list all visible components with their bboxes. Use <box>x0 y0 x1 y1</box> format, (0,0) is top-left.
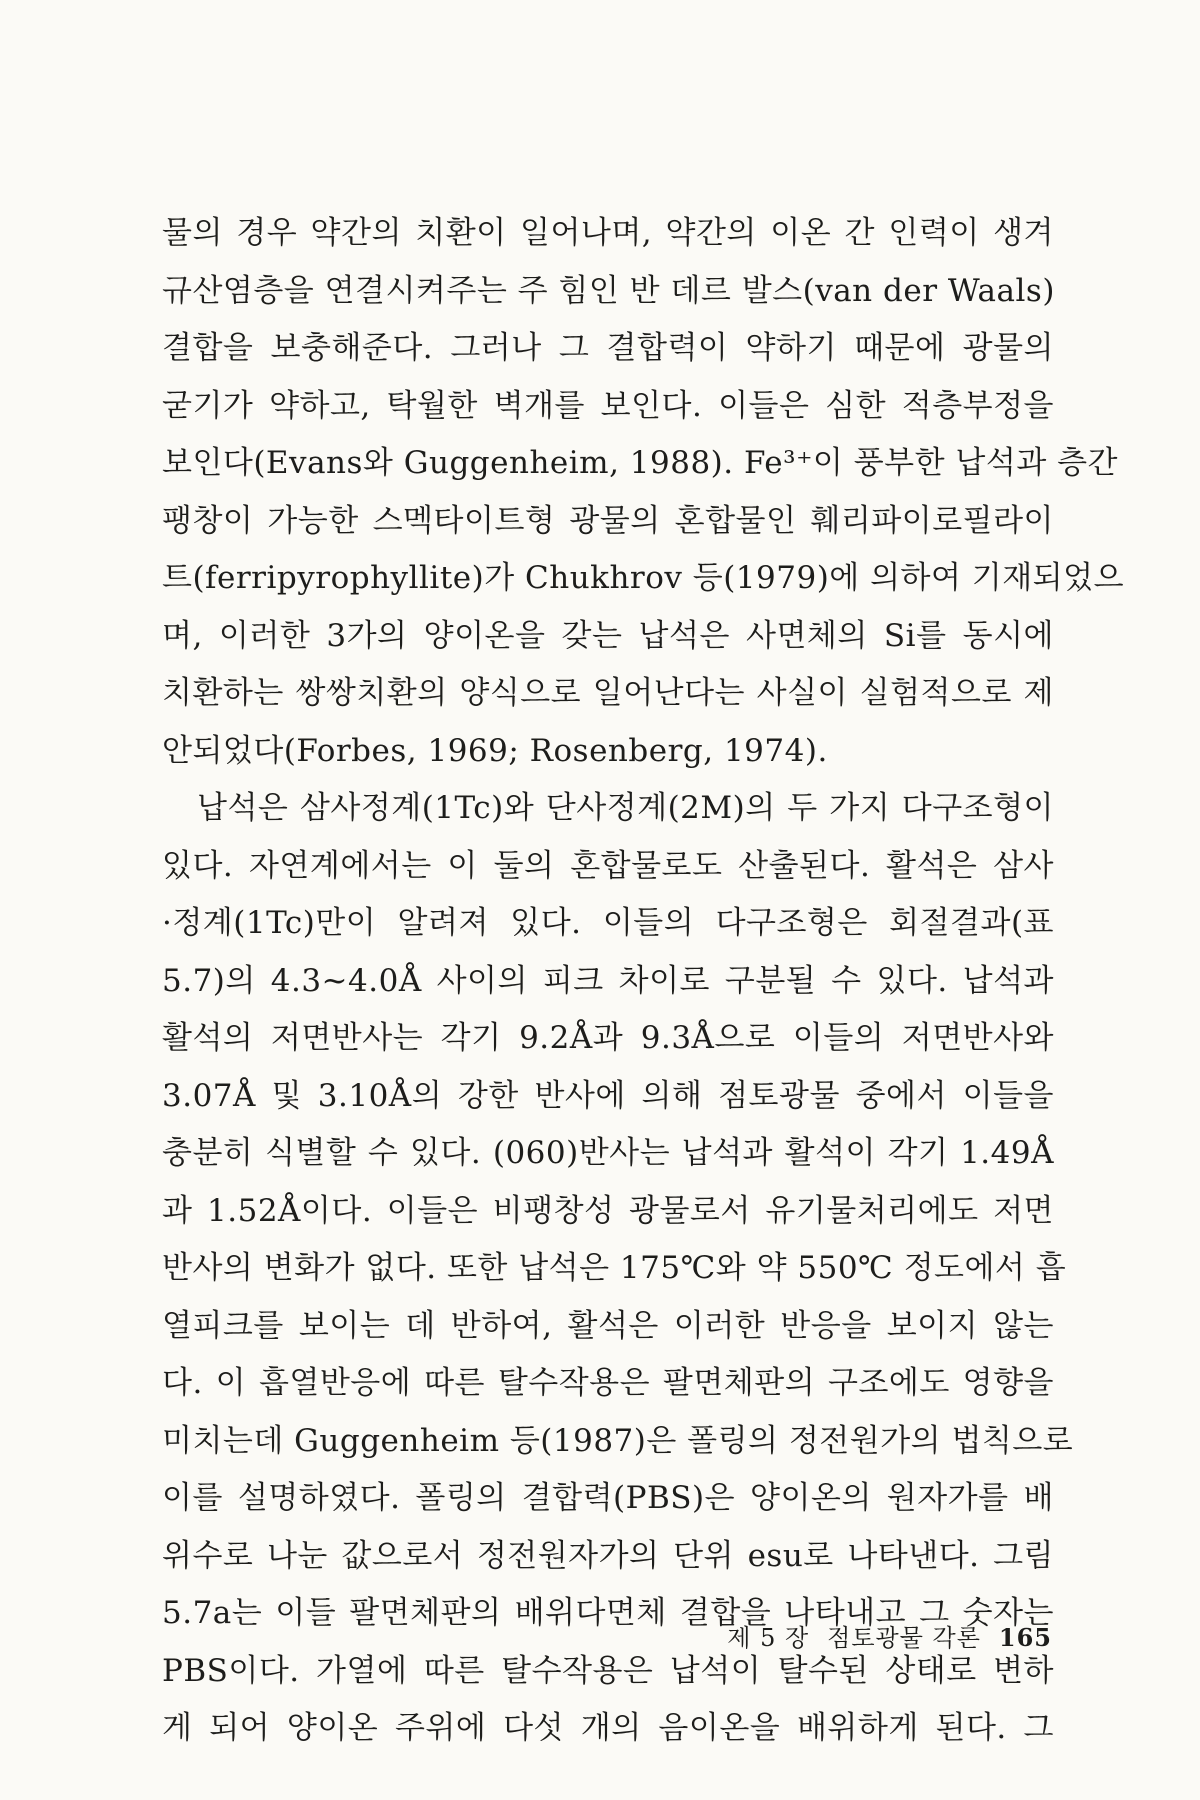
text-line: 며, 이러한 3가의 양이온을 갖는 납석은 사면체의 Si를 동시에 <box>162 617 1054 654</box>
text-line: 활석의 저면반사는 각기 9.2Å과 9.3Å으로 이들의 저면반사와 <box>162 1020 1054 1056</box>
text-line: 과 1.52Å이다. 이들은 비팽창성 광물로서 유기물처리에도 저면 <box>162 1192 1054 1229</box>
text-line: 5.7)의 4.3~4.0Å 사이의 피크 차이로 구분될 수 있다. 납석과 <box>162 962 1054 999</box>
text-line: 다. 이 흡열반응에 따른 탈수작용은 팔면체판의 구조에도 영향을 <box>162 1365 1054 1401</box>
text-line: 반사의 변화가 없다. 또한 납석은 175℃와 약 550℃ 정도에서 흡 <box>162 1250 1067 1286</box>
text-line: PBS이다. 가열에 따른 탈수작용은 납석이 탈수된 상태로 변하 <box>162 1652 1054 1689</box>
text-line: 안되었다(Forbes, 1969; Rosenberg, 1974). <box>162 732 828 769</box>
text-line: ·정계(1Tc)만이 알려져 있다. 이들의 다구조형은 회절결과(표 <box>162 905 1054 941</box>
text-line: 5.7a는 이들 팔면체판의 배위다면체 결합을 나타내고 그 숫자는 <box>162 1595 1054 1631</box>
text-line: 치환하는 쌍쌍치환의 양식으로 일어난다는 사실이 실험적으로 제 <box>162 675 1054 711</box>
text-line: 물의 경우 약간의 치환이 일어나며, 약간의 이온 간 인력이 생겨 <box>162 215 1054 251</box>
text-line: 팽창이 가능한 스멕타이트형 광물의 혼합물인 훼리파이로필라이 <box>162 502 1054 539</box>
page-number: 165 <box>998 1623 1052 1652</box>
text-line: 결합을 보충해준다. 그러나 그 결합력이 약하기 때문에 광물의 <box>162 330 1054 366</box>
text-line: 미치는데 Guggenheim 등(1987)은 폴링의 정전원가의 법칙으로 <box>162 1422 1074 1459</box>
text-line: 트(ferripyrophyllite)가 Chukhrov 등(1979)에 의하여 기재되었으 <box>162 560 1125 596</box>
text-line: 열피크를 보이는 데 반하여, 활석은 이러한 반응을 보이지 않는 <box>162 1307 1054 1344</box>
body-text <box>162 205 1125 1758</box>
page-footer <box>727 1618 1052 1653</box>
text-line: 충분히 식별할 수 있다. (060)반사는 납석과 활석이 각기 1.49Å <box>162 1135 1054 1171</box>
text-line: 규산염층을 연결시켜주는 주 힘인 반 데르 발스(van der Waals) <box>162 272 1055 309</box>
text-line: 위수로 나눈 값으로서 정전원자가의 단위 esu로 나타낸다. 그림 <box>162 1537 1054 1574</box>
text-line: 보인다(Evans와 Guggenheim, 1988). Fe³⁺이 풍부한 납석과 층간 <box>162 445 1119 481</box>
text-line: 이를 설명하였다. 폴링의 결합력(PBS)은 양이온의 원자가를 배 <box>162 1480 1054 1516</box>
chapter-label: 제 5 장 <box>727 1624 810 1652</box>
text-line: 있다. 자연계에서는 이 둘의 혼합물로도 산출된다. 활석은 삼사 <box>162 847 1054 884</box>
text-line: 굳기가 약하고, 탁월한 벽개를 보인다. 이들은 심한 적층부정을 <box>162 387 1054 424</box>
paragraph-start-line: 납석은 삼사정계(1Tc)와 단사정계(2M)의 두 가지 다구조형이 <box>197 790 1054 826</box>
text-line: 게 되어 양이온 주위에 다섯 개의 음이온을 배위하게 된다. 그 <box>162 1710 1054 1746</box>
text-line: 3.07Å 및 3.10Å의 강한 반사에 의해 점토광물 중에서 이들을 <box>162 1077 1054 1114</box>
chapter-title: 점토광물 각론 <box>827 1624 981 1652</box>
